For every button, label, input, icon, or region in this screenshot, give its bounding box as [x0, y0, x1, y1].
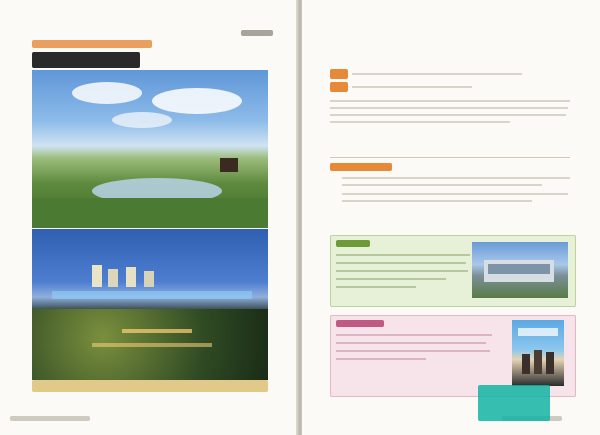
footer-bar	[10, 416, 90, 421]
movie-poster-photo	[512, 320, 564, 386]
arboretum-building-photo	[472, 242, 568, 298]
point-line-4	[342, 200, 532, 202]
section-heading-bar	[330, 163, 392, 171]
body-line-1	[330, 100, 570, 102]
pink-box-line-1	[336, 334, 492, 336]
city-night-photo	[32, 229, 268, 380]
pink-box-line-2	[336, 342, 486, 344]
pink-box-line-3	[336, 350, 490, 352]
pink-box-line-4	[336, 358, 426, 360]
pink-box-heading	[336, 320, 384, 327]
green-box-line-4	[336, 278, 446, 280]
label-bar-1	[330, 69, 348, 79]
point-line-3	[342, 193, 568, 195]
subtitle-bar	[32, 40, 152, 48]
page-title-bar	[32, 52, 140, 68]
body-line-3	[330, 114, 566, 116]
info-strip	[32, 380, 268, 392]
divider-line	[330, 157, 570, 158]
page-kicker-bar	[241, 30, 273, 36]
info-line-1	[352, 73, 522, 75]
point-line-1	[342, 177, 570, 179]
green-box-heading	[336, 240, 370, 247]
info-line-2	[352, 86, 472, 88]
park-lake-photo	[32, 70, 268, 228]
body-line-2	[330, 107, 568, 109]
label-bar-2	[330, 82, 348, 92]
green-box-line-1	[336, 254, 470, 256]
watermark-logo	[478, 385, 550, 421]
left-page	[0, 0, 298, 435]
green-box-line-3	[336, 270, 468, 272]
green-box-line-5	[336, 286, 416, 288]
point-line-2	[342, 184, 542, 186]
green-box-line-2	[336, 262, 466, 264]
right-page	[302, 0, 600, 435]
body-line-4	[330, 121, 510, 123]
